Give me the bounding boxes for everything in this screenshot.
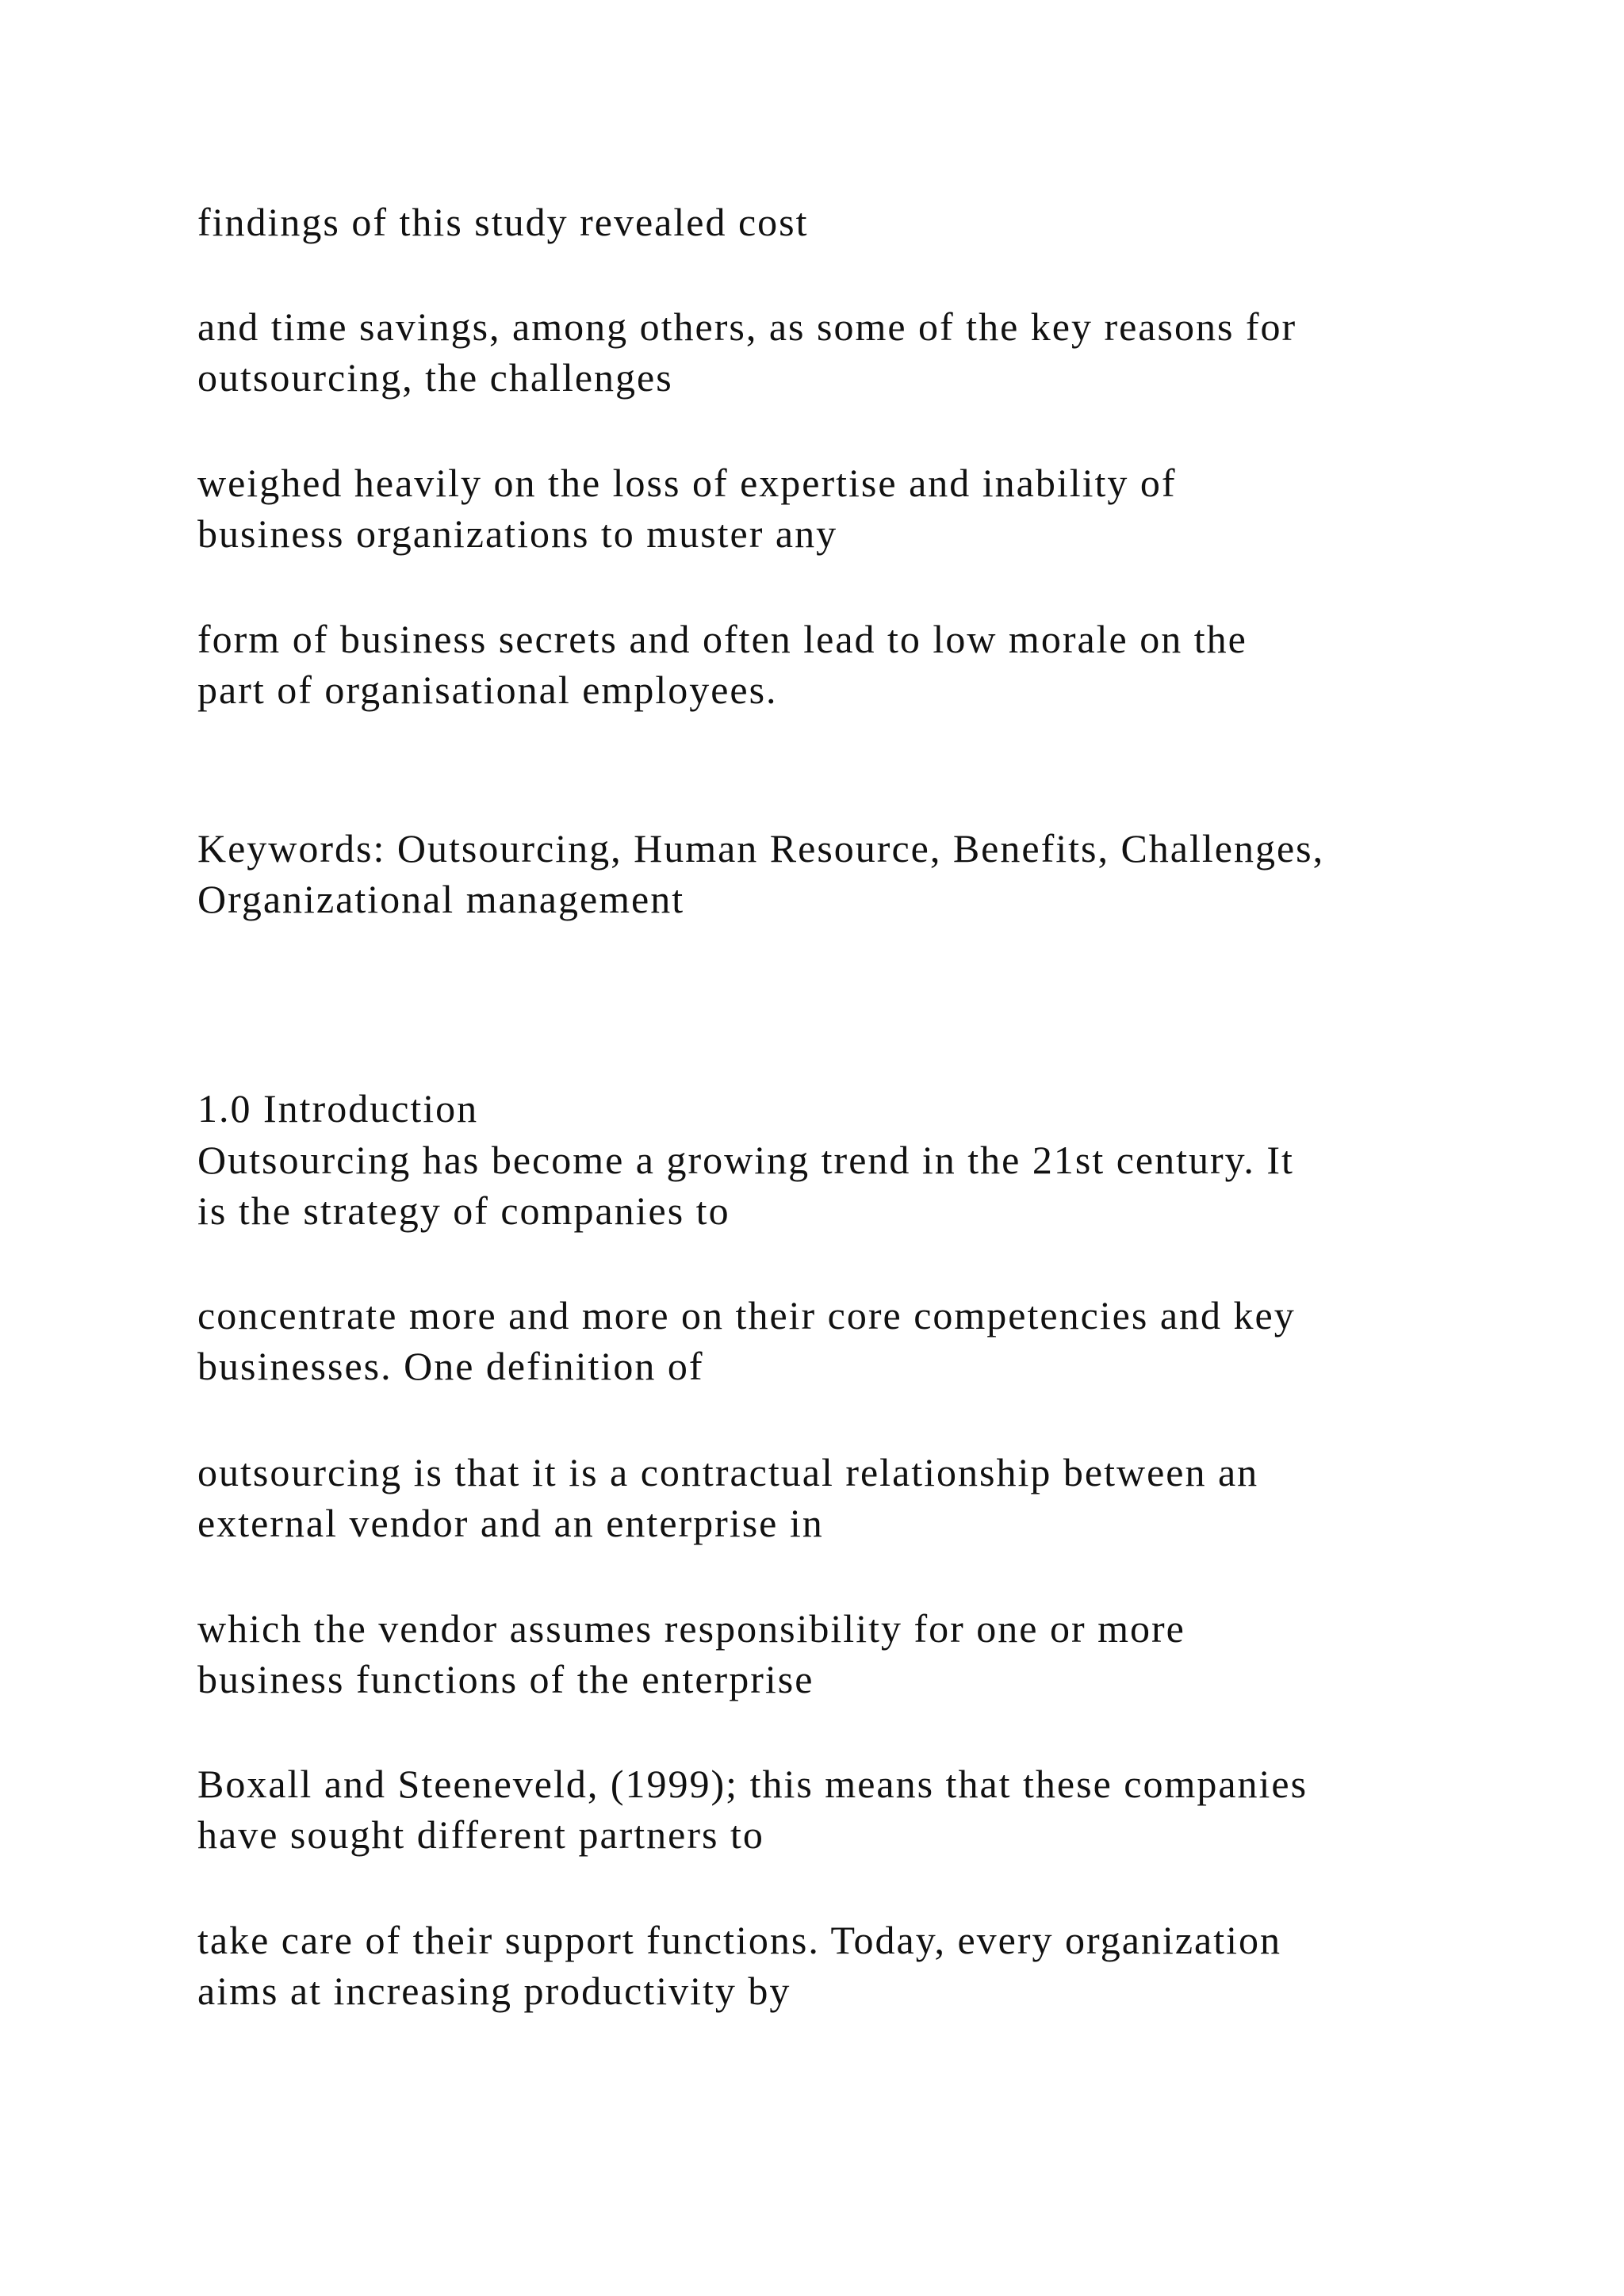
text-line: part of organisational employees. <box>197 668 778 712</box>
text-line: Boxall and Steeneveld, (1999); this means that these companies <box>197 1762 1308 1806</box>
keywords-line: Keywords: Outsourcing, Human Resource, Benefits, Challenges, <box>197 826 1325 871</box>
keywords-line: Organizational management <box>197 877 685 921</box>
text-line: weighed heavily on the loss of expertise and inability of <box>197 461 1177 505</box>
text-line: concentrate more and more on their core competencies and key <box>197 1293 1296 1337</box>
text-line: aims at increasing productivity by <box>197 1969 791 2013</box>
text-line: businesses. One definition of <box>197 1344 704 1388</box>
text-line: Outsourcing has become a growing trend in the 21st century. It <box>197 1138 1294 1182</box>
section-heading: 1.0 Introduction <box>197 1086 479 1131</box>
text-line: outsourcing, the challenges <box>197 355 673 400</box>
text-line: outsourcing is that it is a contractual relationship between an <box>197 1450 1259 1494</box>
text-line: and time savings, among others, as some of the key reasons for <box>197 304 1297 349</box>
text-line: is the strategy of companies to <box>197 1188 730 1233</box>
text-line: findings of this study revealed cost <box>197 200 809 244</box>
text-line: business functions of the enterprise <box>197 1657 814 1701</box>
text-line: business organizations to muster any <box>197 511 838 556</box>
text-line: have sought different partners to <box>197 1812 764 1857</box>
text-line: external vendor and an enterprise in <box>197 1501 824 1545</box>
text-line: which the vendor assumes responsibility for one or more <box>197 1606 1185 1651</box>
text-line: form of business secrets and often lead to low morale on the <box>197 617 1247 661</box>
text-line: take care of their support functions. Today, every organization <box>197 1918 1281 1962</box>
